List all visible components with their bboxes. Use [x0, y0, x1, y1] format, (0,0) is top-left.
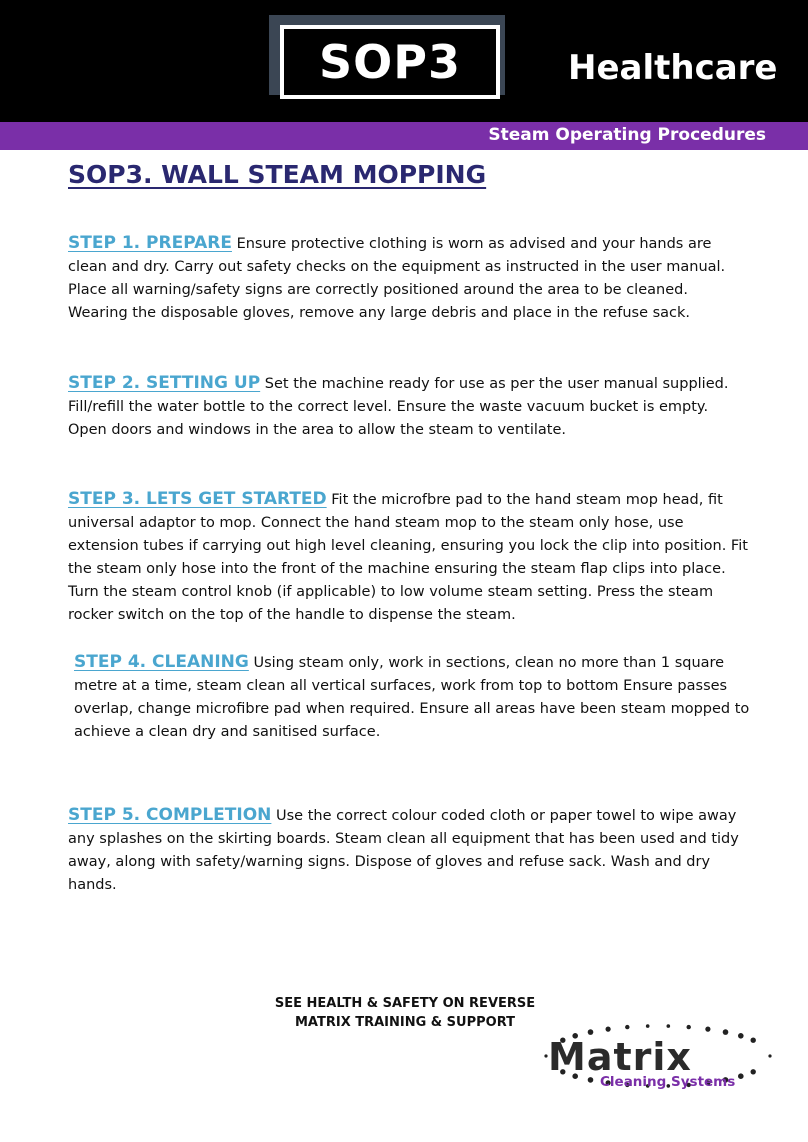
step-heading: STEP 3. LETS GET STARTED: [68, 489, 327, 509]
logo-dot: [625, 1025, 629, 1029]
subtitle-text: Steam Operating Procedures: [488, 125, 766, 145]
logo-dot: [751, 1069, 756, 1074]
step-1: [68, 232, 748, 325]
step-body: Fit the microfbre pad to the hand steam mop head, fit universal adaptor to mop. Connect the hand steam mop to the steam only hose, use extension tubes if carrying out high level cleaning, ensuring you lock the clip into position. Fit the steam only hose into the front of the machine ensuring the steam flap clips into place. Turn the steam control knob (if applicable) to low volume steam setting. Press the steam rocker switch on the top of the handle to dispense the steam.: [68, 492, 748, 623]
step-body: Using steam only, work in sections, clean no more than 1 square metre at a time, steam clean all vertical surfaces, work from top to bottom Ensure passes overlap, change microfibre pad when required. Ensure all areas have been steam mopped to achieve a clean dry and sanitised surface.: [74, 655, 750, 740]
logo-dot: [667, 1024, 671, 1028]
sop-code-box: [280, 25, 500, 99]
logo-dot: [723, 1029, 729, 1035]
logo-tagline: Cleaning Systems: [600, 1074, 736, 1090]
step-body: Ensure protective clothing is worn as advised and your hands are clean and dry. Carry out safety checks on the equipment as instructed in the user manual. Place all warning/safety signs are correctly positioned around the area to be cleaned. Wearing the disposable gloves, remove any large debris and place in the refuse sack.: [68, 236, 726, 321]
matrix-logo: [538, 1020, 778, 1092]
step-heading: STEP 2. SETTING UP: [68, 373, 261, 393]
logo-dot: [738, 1073, 744, 1079]
logo-wordmark: Matrix: [548, 1035, 692, 1079]
footer-note-training: MATRIX TRAINING & SUPPORT: [294, 1015, 515, 1030]
step-4: [74, 651, 754, 744]
sop-code: SOP3: [319, 35, 461, 89]
step-body: Use the correct colour coded cloth or paper towel to wipe away any splashes on the skirting boards. Steam clean all equipment that has been used and tidy away, along with safety/warning signs. Dispose of gloves and refuse sack. Wash and dry hands.: [68, 808, 739, 893]
logo-dot: [606, 1027, 611, 1032]
logo-dot: [738, 1033, 744, 1039]
logo-dot: [768, 1054, 771, 1057]
logo-dot: [705, 1027, 710, 1032]
logo-dot: [687, 1025, 691, 1029]
step-heading: STEP 1. PREPARE: [68, 233, 232, 253]
document-title: SOP3. WALL STEAM MOPPING: [68, 160, 487, 189]
step-3: [68, 488, 748, 627]
footer-note-reverse: SEE HEALTH & SAFETY ON REVERSE: [274, 996, 536, 1011]
step-5: [68, 804, 748, 897]
step-heading: STEP 4. CLEANING: [74, 652, 249, 672]
category-label: Healthcare: [568, 48, 778, 88]
logo-dot: [751, 1038, 756, 1043]
logo-dot: [646, 1024, 650, 1028]
subtitle-band: [0, 122, 808, 150]
header-bar: [0, 0, 808, 122]
step-body: Set the machine ready for use as per the user manual supplied. Fill/refill the water bottle to the correct level. Ensure the waste vacuum bucket is empty. Open doors and windows in the area to allow the steam to ventilate.: [68, 376, 729, 438]
step-heading: STEP 5. COMPLETION: [68, 805, 272, 825]
step-2: [68, 372, 748, 442]
